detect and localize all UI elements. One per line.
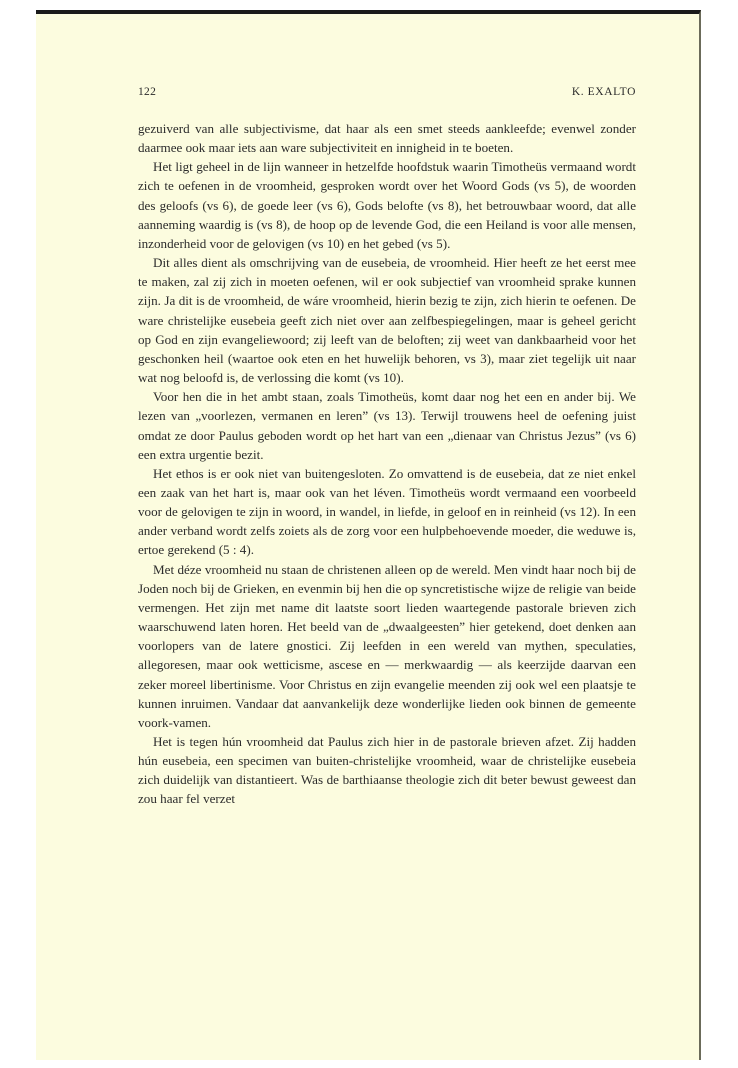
paragraph: Het ligt geheel in de lijn wanneer in hetzelfde hoofdstuk waarin Timotheüs vermaand wordt zich te oefenen in de vroomheid, gesproken wordt over het Woord Gods (vs 5), de woorden des geloofs (vs 6), de goede leer (vs 6), Gods belofte (vs 8), het betrouwbaar woord, dat alle aanneming waardig is (vs 8), de hoop op de levende God, die een Heiland is voor alle mensen, inzonderheid voor de gelovigen (vs 10) en het gebed (vs 5). — [138, 159, 636, 251]
paragraph: gezuiverd van alle subjectivisme, dat haar als een smet steeds aankleefde; evenwel zonder daarmee ook maar iets aan ware subjectiviteit en innigheid in te boeten. — [138, 121, 636, 156]
paragraph: Het is tegen hún vroomheid dat Paulus zich hier in de pastorale brieven afzet. Zij hadden hún eusebeia, een specimen van buiten-christelijke vroomheid, waar de christelijke eusebeia zich duidelijk van distantieert. Was de barthiaanse theologie zich dit beter bewust geweest dan zou haar fel verzet — [138, 734, 636, 807]
paragraph: Voor hen die in het ambt staan, zoals Timotheüs, komt daar nog het een en ander bij. We lezen van „voorlezen, vermanen en leren” (vs 13). Terwijl trouwens heel de oefening juist omdat ze door Paulus geboden wordt op het hart van een „dienaar van Christus Jezus” (vs 6) een extra urgentie bezit. — [138, 389, 636, 462]
paragraph: Het ethos is er ook niet van buitengesloten. Zo omvattend is de eusebeia, dat ze niet enkel een zaak van het hart is, maar ook van het léven. Timotheüs wordt vermaand een voorbeeld voor de gelovigen te zijn in woord, in wandel, in liefde, in geloof en in reinheid (vs 12). In een ander verband wordt zelfs zoiets als de zorg voor een hulpbehoevende moeder, die weduwe is, ertoe gerekend (5 : 4). — [138, 465, 636, 558]
paragraph: Met déze vroomheid nu staan de christenen alleen op de wereld. Men vindt haar noch bij de Joden noch bij de Grieken, en evenmin bij hen die op syncretistische wijze de religie van beide vermengen. Het zijn met name dit laatste soort lieden waartegende pastorale brieven zich waarschuwend laten horen. Het beeld van de „dwaalgeesten” hier getekend, doet denken aan voorlopers van de latere gnostici. Zij leefden in een wereld van mythen, speculaties, allegoresen, maar ook wetticisme, ascese en — merkwaardig — als keerzijde daarvan een zeker moreel libertinisme. Voor Christus en zijn evangelie meenden zij ook wel een plaatsje te kunnen inruimen. Vandaar dat aanvankelijk deze wonderlijke lieden ook binnen de gemeente voork-vamen. — [138, 561, 636, 730]
running-title: K. EXALTO — [571, 86, 636, 98]
body-text — [138, 119, 636, 809]
paragraph: Dit alles dient als omschrijving van de eusebeia, de vroomheid. Hier heeft ze het eerst mee te maken, zal zij zich in moeten oefenen, wil er ook subjectief van vroomheid sprake kunnen zijn. Ja dit is de vroomheid, de wáre vroomheid, hierin bezig te zijn, zich hierin te oefenen. De ware christelijke eusebeia geeft zich niet over aan zelfbespiegelingen, maar is geheel gericht op God en zijn evangeliewoord; zij leeft van de beloften; zij weet van dankbaarheid voor het geschonken heil (waartoe ook eten en het huwelijk behoren, vs 3), maar ziet tegelijk uit naar wat nog beloofd is, de verlossing die komt (vs 10). — [138, 255, 636, 386]
running-header — [138, 86, 636, 104]
page-number: 122 — [138, 86, 157, 98]
